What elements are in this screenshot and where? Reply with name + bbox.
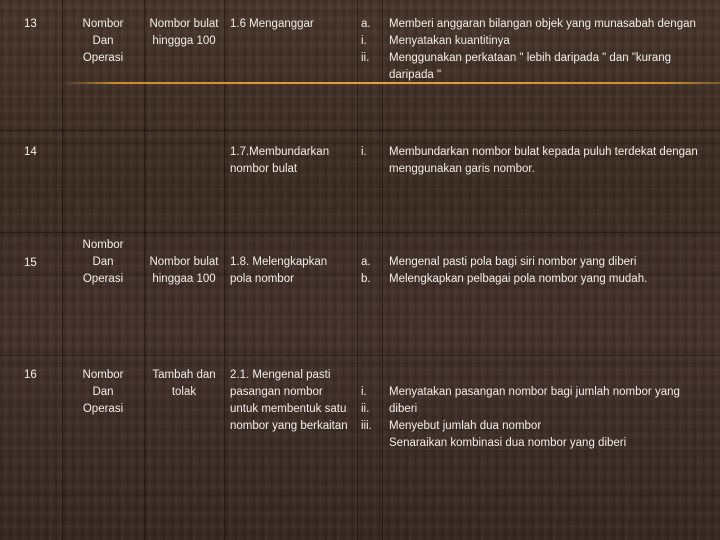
row-number: 15: [24, 257, 37, 269]
standard-cell: 1.6 Menganggar: [230, 18, 314, 30]
objective-cell: Memberi anggaran bilangan objek yang munasabah dengan Menyatakan kuantitinya Menggunakan perkataan " lebih daripada " dan "kurang daripada ": [389, 18, 696, 81]
standard-cell: 2.1. Mengenal pasti pasangan nombor untuk membentuk satu nombor yang berkaitan: [230, 369, 348, 432]
standard-cell: 1.7.Membundarkan nombor bulat: [230, 146, 330, 175]
row-number: 14: [24, 146, 37, 158]
column-divider: [224, 0, 225, 540]
marker-cell: a. i. ii.: [361, 18, 371, 64]
row-divider: [0, 355, 720, 356]
column-divider: [62, 0, 63, 540]
column-divider: [357, 0, 358, 540]
area-cell: Tambah dan tolak: [152, 369, 216, 398]
row-divider: [0, 232, 720, 233]
marker-cell: a. b.: [361, 256, 371, 285]
objective-cell: Membundarkan nombor bulat kepada puluh terdekat dengan menggunakan garis nombor.: [389, 146, 698, 175]
column-divider: [144, 0, 145, 540]
row-number: 13: [24, 18, 37, 30]
row-divider: [0, 130, 720, 131]
objective-cell: Menyatakan pasangan nombor bagi jumlah nombor yang diberi Menyebut jumlah dua nombor Senaraikan kombinasi dua nombor yang diberi: [389, 386, 680, 449]
marker-cell: i. ii. iii.: [361, 386, 372, 432]
row-number: 16: [24, 369, 37, 381]
topic-cell: Nombor Dan Operasi: [82, 239, 124, 285]
area-cell: Nombor bulat hinggga 100: [149, 18, 219, 47]
area-cell: Nombor bulat hinggaa 100: [149, 256, 219, 285]
topic-cell: Nombor Dan Operasi: [82, 369, 124, 415]
marker-cell: i.: [361, 146, 367, 158]
objective-cell: Mengenal pasti pola bagi siri nombor yang diberi Melengkapkan pelbagai pola nombor yang mudah.: [389, 256, 648, 285]
standard-cell: 1.8. Melengkapkan pola nombor: [230, 256, 328, 285]
topic-cell: Nombor Dan Operasi: [82, 18, 124, 64]
column-divider: [382, 0, 383, 540]
